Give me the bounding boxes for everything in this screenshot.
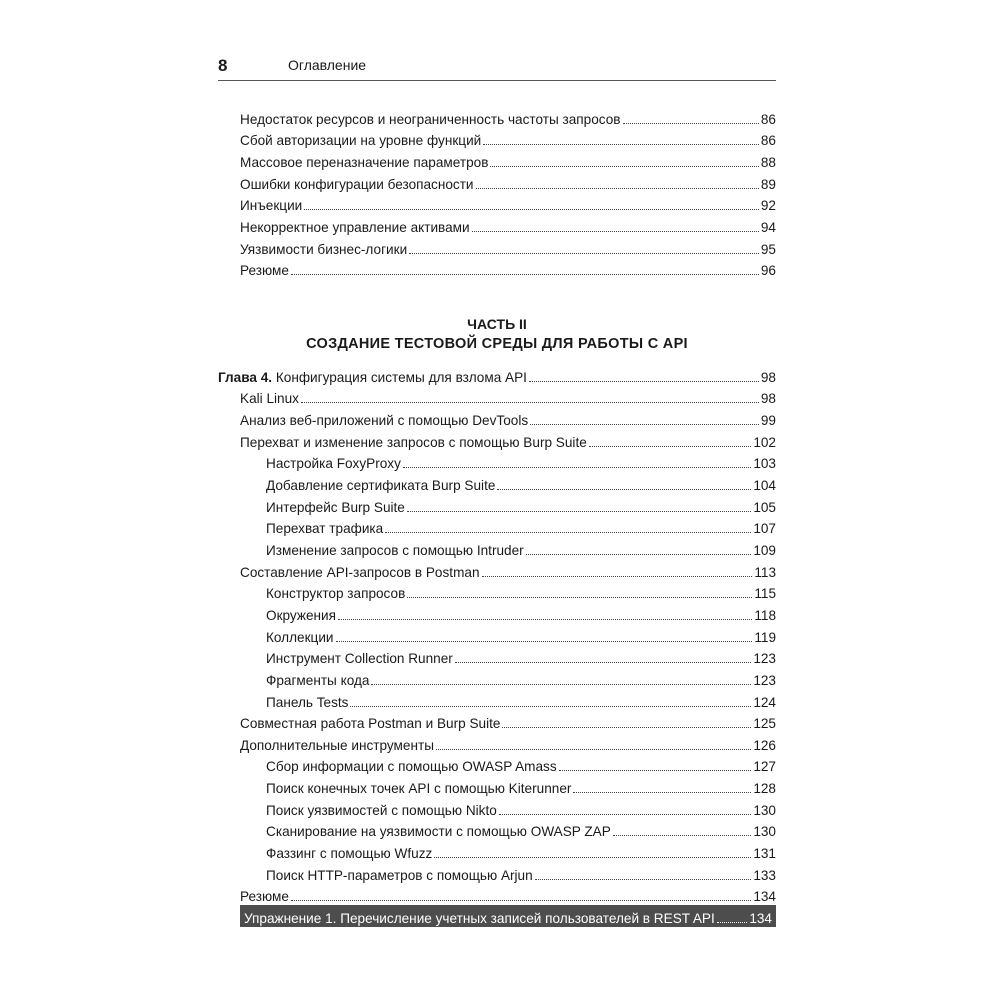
toc-entry[interactable] <box>218 193 776 215</box>
toc-entry[interactable] <box>218 214 776 236</box>
toc-entry-page: 123 <box>753 672 776 688</box>
toc-entry[interactable] <box>218 602 776 624</box>
toc-entry-page: 102 <box>753 434 776 450</box>
toc-entry-page: 94 <box>760 219 776 235</box>
toc-leader-dots <box>499 813 751 815</box>
toc-entry-title: Упражнение 1. Перечисление учетных записей пользователей в REST API <box>244 911 715 927</box>
toc-leader-dots <box>497 488 751 490</box>
toc-entry-title: Инструмент Collection Runner <box>266 651 453 667</box>
part-title: СОЗДАНИЕ ТЕСТОВОЙ СРЕДЫ ДЛЯ РАБОТЫ С API <box>306 336 688 352</box>
toc-entry-page: 103 <box>753 456 776 472</box>
toc-entry-title: Изменение запросов с помощью Intruder <box>266 542 524 558</box>
toc-entry-page: 119 <box>754 629 776 645</box>
toc-entry-title: Некорректное управление активами <box>240 219 470 235</box>
part-label: ЧАСТЬ II <box>467 316 527 332</box>
toc-entry-page: 89 <box>760 176 776 192</box>
toc-leader-dots <box>409 252 759 254</box>
toc-entry-title: Резюме <box>240 889 289 905</box>
toc-entry-page: 125 <box>753 716 776 732</box>
toc-entry-title: Фаззинг с помощью Wfuzz <box>266 846 433 862</box>
toc-leader-dots <box>455 661 751 663</box>
toc-entry-title: Дополнительные инструменты <box>240 737 434 753</box>
toc-leader-dots <box>385 531 751 533</box>
chapter-label: Глава 4. <box>218 369 273 385</box>
toc-entry[interactable] <box>218 754 776 776</box>
toc-chapter-entry[interactable] <box>218 364 776 386</box>
running-title: Оглавление <box>288 57 367 73</box>
toc-section-main <box>218 364 776 927</box>
toc-leader-dots <box>291 273 759 275</box>
toc-entry-page: 123 <box>753 651 776 667</box>
toc-leader-dots <box>476 187 759 189</box>
page-number: 8 <box>218 56 228 75</box>
toc-entry[interactable] <box>218 775 776 797</box>
toc-entry-title: Панель Tests <box>266 694 349 710</box>
toc-entry-title: Перехват трафика <box>266 521 384 537</box>
toc-entry-page: 128 <box>753 781 776 797</box>
toc-entry-page: 115 <box>754 586 776 602</box>
toc-leader-dots <box>526 553 752 555</box>
toc-leader-dots <box>350 705 751 707</box>
toc-entry-title: Сбой авторизации на уровне функций <box>240 133 482 149</box>
toc-entry-page: 95 <box>760 241 776 257</box>
toc-entry[interactable] <box>218 667 776 689</box>
toc-entry[interactable] <box>218 819 776 841</box>
toc-entry[interactable] <box>218 732 776 754</box>
toc-entry[interactable] <box>218 581 776 603</box>
toc-leader-dots <box>530 423 759 425</box>
toc-entry-title: Совместная работа Postman и Burp Suite <box>240 716 501 732</box>
toc-leader-dots <box>403 466 751 468</box>
toc-section-top <box>218 106 776 279</box>
toc-leader-dots <box>336 640 753 642</box>
toc-entry-page: 124 <box>753 694 776 710</box>
toc-leader-dots <box>623 122 759 124</box>
toc-leader-dots <box>407 510 751 512</box>
toc-entry[interactable] <box>218 516 776 538</box>
toc-entry-title: Интерфейс Burp Suite <box>266 499 405 515</box>
part-heading <box>218 314 776 354</box>
toc-entry[interactable] <box>218 149 776 171</box>
toc-entry-page: 86 <box>760 111 776 127</box>
toc-entry[interactable] <box>218 494 776 516</box>
toc-entry-title: Сбор информации с помощью OWASP Amass <box>266 759 557 775</box>
toc-entry-page: 131 <box>753 846 776 862</box>
toc-entry-page: 133 <box>753 867 776 883</box>
toc-entry[interactable] <box>218 236 776 258</box>
toc-entry[interactable] <box>218 862 776 884</box>
toc-entry[interactable] <box>218 646 776 668</box>
toc-leader-dots <box>529 380 759 382</box>
toc-leader-dots <box>371 683 751 685</box>
toc-entry-title: Составление API-запросов в Postman <box>240 564 480 580</box>
toc-entry-title: Коллекции <box>266 629 334 645</box>
toc-leader-dots <box>535 878 752 880</box>
toc-leader-dots <box>338 618 752 620</box>
toc-entry-title: Перехват и изменение запросов с помощью Burp Suite <box>240 434 587 450</box>
toc-entry-page: 109 <box>753 542 776 558</box>
toc-entry-page: 105 <box>753 499 776 515</box>
toc-entry-page: 98 <box>760 369 776 385</box>
toc-entry-title: Уязвимости бизнес-логики <box>240 241 408 257</box>
toc-entry-page: 86 <box>760 133 776 149</box>
toc-entry[interactable] <box>218 840 776 862</box>
toc-entry-title: Сканирование на уязвимости с помощью OWASP ZAP <box>266 824 611 840</box>
toc-entry-title: Инъекции <box>240 198 303 214</box>
toc-entry-title: Поиск конечных точек API с помощью Kiterunner <box>266 781 572 797</box>
toc-entry-title: Анализ веб-приложений с помощью DevTools <box>240 412 529 428</box>
toc-entry-page: 130 <box>753 802 776 818</box>
toc-entry[interactable] <box>218 472 776 494</box>
toc-leader-dots <box>301 401 759 403</box>
page-header <box>218 56 776 80</box>
toc-entry-title: Kali Linux <box>240 391 299 407</box>
toc-entry-title: Массовое переназначение параметров <box>240 154 489 170</box>
toc-entry[interactable] <box>218 559 776 581</box>
toc-leader-dots <box>291 899 751 901</box>
toc-leader-dots <box>483 143 759 145</box>
toc-leader-dots <box>436 748 751 750</box>
toc-leader-dots <box>490 165 758 167</box>
toc-entry-title: Недостаток ресурсов и неограниченность частоты запросов <box>240 111 621 127</box>
toc-entry-title: Резюме <box>240 263 289 279</box>
toc-entry[interactable] <box>218 106 776 128</box>
toc-exercise-entry[interactable] <box>240 905 776 927</box>
toc-entry-title: Настройка FoxyProxy <box>266 456 401 472</box>
toc-entry[interactable] <box>218 537 776 559</box>
toc-entry-page: 104 <box>753 477 776 493</box>
header-rule <box>218 80 776 81</box>
toc-leader-dots <box>304 208 759 210</box>
toc-entry[interactable] <box>218 386 776 408</box>
toc-entry-title: Окружения <box>266 607 336 623</box>
toc-entry-page: 126 <box>753 737 776 753</box>
toc-entry-page: 99 <box>760 412 776 428</box>
toc-entry-page: 96 <box>760 263 776 279</box>
toc-entry[interactable] <box>218 407 776 429</box>
toc-entry[interactable] <box>218 797 776 819</box>
toc-entry-page: 118 <box>754 607 776 623</box>
toc-leader-dots <box>502 726 751 728</box>
toc-leader-dots <box>434 856 751 858</box>
toc-entry-title: Ошибки конфигурации безопасности <box>240 176 474 192</box>
toc-leader-dots <box>559 769 752 771</box>
toc-entry-title: Фрагменты кода <box>266 672 370 688</box>
toc-leader-dots <box>407 596 752 598</box>
toc-entry-page: 134 <box>753 889 776 905</box>
toc-leader-dots <box>613 834 751 836</box>
toc-entry[interactable] <box>218 128 776 150</box>
toc-entry[interactable] <box>218 689 776 711</box>
toc-entry-title: Добавление сертификата Burp Suite <box>266 477 496 493</box>
toc-leader-dots <box>472 230 759 232</box>
chapter-title: Конфигурация системы для взлома API <box>272 369 527 385</box>
toc-entry-page: 127 <box>753 759 776 775</box>
toc-leader-dots <box>482 575 753 577</box>
toc-entry-title: Конструктор запросов <box>266 586 406 602</box>
toc-entry-page: 134 <box>749 911 772 927</box>
toc-entry-page: 88 <box>760 154 776 170</box>
toc-leader-dots <box>717 921 748 923</box>
toc-entry[interactable] <box>218 451 776 473</box>
toc-entry[interactable] <box>218 258 776 280</box>
toc-entry-page: 130 <box>753 824 776 840</box>
toc-leader-dots <box>589 445 752 447</box>
toc-entry-page: 113 <box>754 564 776 580</box>
toc-entry-page: 98 <box>760 391 776 407</box>
toc-entry[interactable] <box>218 884 776 906</box>
toc-entry[interactable] <box>218 171 776 193</box>
toc-entry-page: 92 <box>760 198 776 214</box>
toc-entry-title: Поиск уязвимостей с помощью Nikto <box>266 802 497 818</box>
toc-entry[interactable] <box>218 711 776 733</box>
toc-entry-title: Поиск HTTP-параметров с помощью Arjun <box>266 867 533 883</box>
toc-entry[interactable] <box>218 429 776 451</box>
toc-entry[interactable] <box>218 624 776 646</box>
toc-leader-dots <box>573 791 751 793</box>
toc-entry-page: 107 <box>753 521 776 537</box>
